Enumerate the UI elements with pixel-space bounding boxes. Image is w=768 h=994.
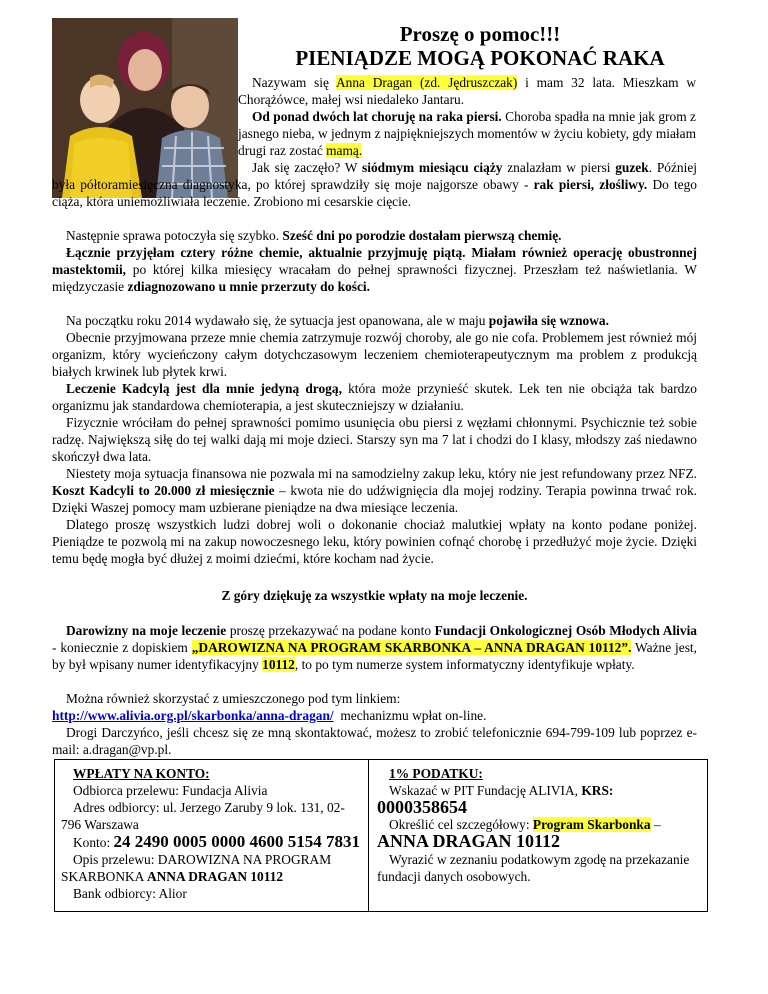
body-paragraph-6: Na początku roku 2014 wydawało się, że sytuacja jest opanowana, ale w maju pojawiła się wznowa. [66,313,609,328]
krs-intro-line: Wskazać w PIT Fundację ALIVIA, KRS: [389,783,614,798]
intro-paragraph-3: Jak się zaczęło? W siódmym miesiącu ciąży znalazłam w piersi guzek. Później była półtoramiesięczna diagnostyka, po której sprawdziły się moje najgorsze obawy - rak piersi, złośliwy. Do tego ciąża, która uniemożliwiała leczenie. Zrobiono mi cesarskie cięcie. [52,160,698,209]
transfer-title-line: Opis przelewu: DAROWIZNA NA PROGRAM SKARBONKA ANNA DRAGAN 10112 [61,852,332,884]
payment-info-box [54,759,708,912]
body-paragraph-7: Obecnie przyjmowana przeze mnie chemia zatrzymuje rozwój choroby, ale go nie cofa. Problemem jest również mój organizm, który wycieńczony całym dotychczasowym leczeniem chemioterapeutycznym ma problem z produkcją białych krwinek lub płytek krwi. [52,330,697,379]
account-line: Konto: 24 2490 0005 0000 4600 5154 7831 [73,832,361,851]
donation-paragraph-3: Drogi Darczyńco, jeśli chcesz się ze mną skontaktować, możesz to zrobić telefonicznie 694-799-109 lub poprzez e-mail: a.dragan@vp.pl. [52,725,697,757]
bank-line: Bank odbiorcy: Alior [73,886,187,901]
tax-header: 1% PODATKU: [389,766,483,781]
author-name: Anna Dragan (zd. Jędruszczak) [335,75,518,90]
address-line: Adres odbiorcy: ul. Jerzego Zaruby 9 lok. 131, 02-796 Warszawa [61,800,345,832]
donation-link-line: http://www.alivia.org.pl/skarbonka/anna-dragan/ mechanizmu wpłat on-line. [52,708,487,723]
krs-number: 0000358654 [377,797,467,817]
page-title [250,22,710,70]
body-paragraph-10: Niestety moja sytuacja finansowa nie pozwala mi na samodzielny zakup leku, który nie jest refundowany przez NFZ. Koszt Kadcyli to 20.000 zł miesięcznie – kwota nie do udźwignięcia dla mojej rodziny. Terapia powinna trwać rok. Dzięki Waszej pomocy mam uzbierane pieniądze na dwa miesiące leczenia. [52,466,697,515]
intro-paragraph-1: Nazywam się Anna Dragan (zd. Jędruszczak) i mam 32 lata. Mieszkam w Chorążówce, małej wsi niedaleko Jantaru. [238,75,696,107]
donation-paragraph-2: Można również skorzystać z umieszczonego pod tym linkiem: [66,691,401,706]
title-line-1: Proszę o pomoc!!! [399,22,561,46]
body-paragraph-4: Następnie sprawa potoczyła się szybko. Sześć dni po porodzie dostałam pierwszą chemię. [66,228,562,243]
recipient-line: Odbiorca przelewu: Fundacja Alivia [73,783,268,798]
consent-line: Wyrazić w zeznaniu podatkowym zgodę na przekazanie fundacji danych osobowych. [377,852,690,884]
donation-paragraph-1: Darowizny na moje leczenie proszę przekazywać na podane konto Fundacji Onkologicznej Osób Młodych Alivia - koniecznie z dopiskiem „DAROWIZNA NA PROGRAM SKARBONKA – ANNA DRAGAN 10112”. Ważne jest, by był wpisany numer identyfikacyjny 10112, to po tym numerze system informatyczny identyfikuje wpłaty. [52,623,697,672]
intro-paragraph-2: Od ponad dwóch lat choruję na raka piersi. Choroba spadła na mnie jak grom z jasnego nieba, w jednym z najpiękniejszych momentów w życiu kobiety, gdy miałam drugi raz zostać mamą. [238,109,696,158]
body-paragraph-5: Łącznie przyjęłam cztery różne chemie, aktualnie przyjmuję piątą. Miałam również operację obustronnej mastektomii, po której kilka miesięcy wracałam do pełnej sprawności fizycznej. Przeszłam też naświetlania. W międzyczasie zdiagnozowano u mnie przerzuty do kości. [52,245,697,294]
thanks-line: Z góry dziękuję za wszystkie wpłaty na moje leczenie. [221,588,528,603]
account-number: 24 2490 0005 0000 4600 5154 7831 [113,832,361,851]
body-paragraph-11: Dlatego proszę wszystkich ludzi dobrej woli o dokonanie chociaż malutkiej wpłaty na konto podane poniżej. Pieniądze te pozwolą mi na zakup nowoczesnego leku, który powinien cofnąć chorobę i przedłużyć moje życie. Dzięki temu będę mogła być dłużej z moimi dziećmi, które kocham nad życie. [52,517,697,566]
body-paragraph-9: Fizycznie wróciłam do pełnej sprawności pomimo usunięcia obu piersi z węzłami chłonnymi. Psychicznie też sobie radzę. Największą siłę do tej walki dają mi moje dzieci. Starszy syn ma 7 lat i chodzi do I klasy, młodszy zaś niedawno skończył dwa lata. [52,415,697,464]
tax-one-percent-column [369,760,707,911]
bank-transfer-column [55,760,369,911]
donation-link[interactable]: http://www.alivia.org.pl/skarbonka/anna-dragan/ [52,708,334,723]
title-line-2: PIENIĄDZE MOGĄ POKONAĆ RAKA [295,46,665,70]
body-paragraph-8: Leczenie Kadcylą jest dla mnie jedyną drogą, która może przynieść skutek. Lek ten nie obciąża tak bardzo organizmu jak standardowa chemioterapia, a jest skuteczniejszy w działaniu. [52,381,697,413]
bank-transfer-header: WPŁATY NA KONTO: [73,766,210,781]
specific-goal-line: Określić cel szczegółowy: Program Skarbonka – ANNA DRAGAN 10112 [377,817,661,851]
